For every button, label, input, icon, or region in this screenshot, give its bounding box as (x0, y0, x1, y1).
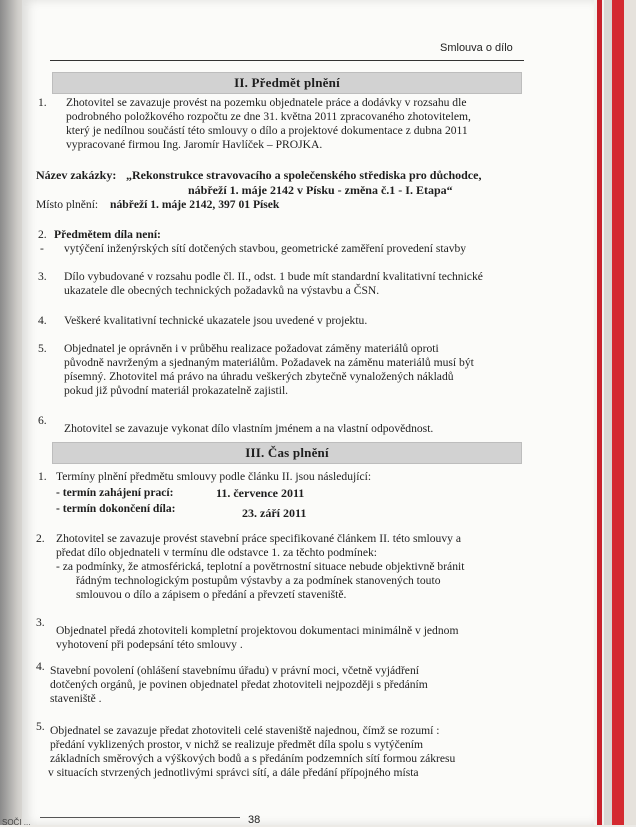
paragraph-line: Objednatel se zavazuje předat zhotoviteli celé staveniště najednou, čímž se rozumí : (50, 724, 440, 737)
item-number: 1. (38, 96, 47, 109)
item-number: 4. (36, 660, 45, 673)
paragraph-line: původně navrženým a sjednaným materiálům. Požadavek na záměnu materiálů musí být (64, 356, 474, 369)
header-rule (50, 60, 524, 61)
end-date-label: - termín dokončení díla: (56, 502, 176, 515)
paragraph-line: podrobného položkového rozpočtu ze dne 31. května 2011 zpracovaného zhotovitelem, (66, 110, 471, 123)
paragraph-line: předání vyklizených prostor, v nichž se realizuje předmět díla spolu s vytýčením (50, 738, 423, 751)
red-binding-strip (597, 0, 602, 825)
background-edge (624, 0, 636, 825)
paragraph-line: Objednatel je oprávněn i v průběhu realizace požadovat záměny materiálů oproti (64, 342, 439, 355)
paragraph-line: Dílo vybudované v rozsahu podle čl. II., odst. 1 bude mít standardní kvalitativní technické (64, 270, 483, 283)
paragraph-line: Stavební povolení (ohlášení stavebnímu úřadu) v právní moci, včetně vyjádření (50, 664, 419, 677)
item-number: 5. (38, 342, 47, 355)
item-number: 3. (36, 616, 45, 629)
item-title: Předmětem díla není: (54, 228, 161, 241)
item-number: 2. (38, 228, 47, 241)
section-heading-bar (52, 442, 522, 464)
paragraph-line: řádným technologickým postupům výstavby a za podmínek stanovených touto (76, 574, 441, 587)
dash-bullet: - (40, 242, 44, 255)
page-edge-shadow (604, 0, 612, 825)
paragraph-line: Objednatel předá zhotoviteli kompletní projektovou dokumentaci minimálně v jednom (56, 624, 459, 637)
paragraph-line: základních směrových a výškových bodů a s předáním podzemních sítí formou zákresu (50, 752, 456, 765)
paragraph-line: dotčených orgánů, je povinen objednatel předat zhotoviteli nejpozději s předáním (50, 678, 428, 691)
paragraph-line: písemný. Zhotovitel má právo na úhradu veškerých zbytečně vynaložených nákladů (64, 370, 454, 383)
section-heading: III. Čas plnění (245, 445, 329, 460)
paragraph-line: - za podmínky, že atmosférická, teplotní a povětrnostní situace nebude objektivně bránit (56, 560, 465, 573)
paragraph-line: Zhotovitel se zavazuje provést na pozemku objednatele práce a dodávky v rozsahu dle (66, 96, 467, 109)
contract-name-line: nábřeží 1. máje 2142 v Písku - změna č.1 - I. Etapa“ (188, 183, 453, 197)
paragraph-line: vyhotovení při podepsání této smlouvy . (56, 638, 243, 651)
item-number: 4. (38, 314, 47, 327)
paragraph-line: smlouvou o dílo a zápisem o předání a převzetí staveniště. (76, 588, 347, 601)
paragraph-line: předat dílo objednateli v termínu dle odstavce 1. za těchto podmínek: (56, 546, 377, 559)
footer-rule (40, 817, 240, 818)
section-heading-bar (52, 72, 522, 94)
item-number: 5. (36, 720, 45, 733)
paragraph-line: ukazatele dle obecných technických požadavků na výstavbu a ČSN. (64, 284, 380, 297)
paragraph-line: Termíny plnění předmětu smlouvy podle článku II. jsou následující: (56, 470, 372, 483)
paragraph-line: vypracované firmou Ing. Jaromír Havlíček – PROJKA. (66, 138, 323, 151)
paragraph-line: staveniště . (50, 692, 102, 705)
contract-name-label: Název zakázky: (36, 168, 117, 182)
start-date-value: 11. července 2011 (216, 486, 305, 500)
section-heading: II. Předmět plnění (234, 75, 340, 90)
end-date-value: 23. září 2011 (242, 506, 307, 520)
page-number: 38 (248, 814, 261, 826)
item-number: 6. (38, 414, 47, 427)
paragraph-line: v situacích stvrzených jednotlivými správci sítí, a dále předání přípojného místa (48, 766, 419, 779)
item-number: 2. (36, 532, 45, 545)
paragraph-line: Zhotovitel se zavazuje vykonat dílo vlastním jménem a na vlastní odpovědnost. (64, 422, 434, 435)
paragraph-line: pokud již původní materiál prokazatelně zajistil. (64, 384, 289, 397)
running-header: Smlouva o dílo (440, 42, 513, 54)
paragraph-line: který je nedílnou součástí této smlouvy o dílo a projektové dokumentace z dubna 2011 (66, 124, 468, 137)
paragraph-line: Veškeré kvalitativní technické ukazatele jsou uvedené v projektu. (64, 314, 368, 327)
footer-fragment: SOČI ... (2, 818, 31, 827)
item-number: 1. (38, 470, 47, 483)
place-value: nábřeží 1. máje 2142, 397 01 Písek (110, 198, 280, 211)
paragraph-line: Zhotovitel se zavazuje provést stavební práce specifikované článkem II. této smlouvy a (56, 532, 461, 545)
paragraph-line: vytýčení inženýrských sítí dotčených stavbou, geometrické zaměření provedení stavby (64, 242, 467, 255)
start-date-label: - termín zahájení prací: (56, 486, 174, 499)
place-label: Místo plnění: (36, 198, 99, 211)
contract-name-line: „Rekonstrukce stravovacího a společenského střediska pro důchodce, (126, 168, 482, 182)
red-binding-strip-outer (612, 0, 624, 825)
item-number: 3. (38, 270, 47, 283)
